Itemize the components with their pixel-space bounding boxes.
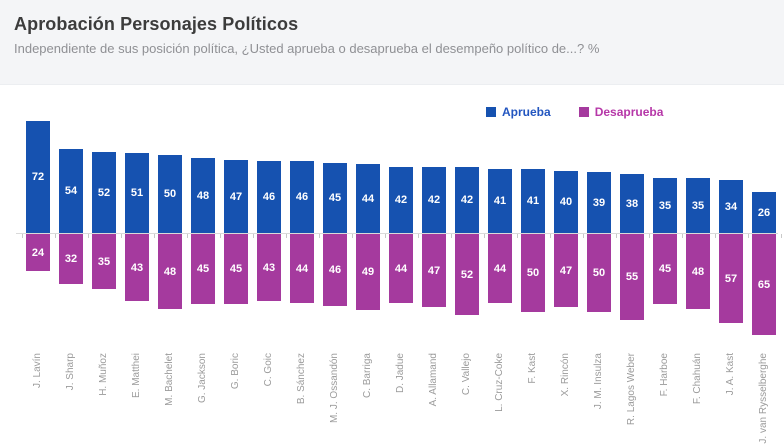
category-axis-label: M. J. Ossandón — [329, 353, 340, 424]
disapprove-bar — [752, 234, 776, 335]
report-header — [0, 0, 784, 85]
approve-bar — [488, 169, 512, 233]
category-axis-label: M. Bachelet — [164, 353, 175, 406]
category-cell — [191, 85, 215, 441]
approve-value-label: 41 — [526, 195, 540, 207]
category-cell — [752, 85, 776, 444]
approve-value-label: 39 — [592, 196, 606, 209]
category-cell — [26, 85, 50, 441]
disapprove-value-label: 46 — [328, 264, 342, 276]
axis-tick — [682, 234, 683, 238]
category-cell — [686, 85, 710, 441]
axis-tick — [55, 234, 56, 238]
axis-tick — [253, 234, 254, 238]
disapprove-bar — [620, 234, 644, 320]
approve-bar — [224, 160, 248, 233]
disapprove-bar — [521, 234, 545, 312]
approve-value-label: 46 — [262, 191, 276, 203]
approve-value-label: 47 — [229, 190, 243, 203]
approve-bar — [455, 167, 479, 233]
disapprove-value-label: 44 — [394, 262, 408, 275]
disapprove-bar — [323, 234, 347, 306]
category-axis-label: F. Kast — [527, 353, 538, 384]
category-axis-label: G. Jackson — [197, 353, 208, 404]
approve-value-label: 54 — [64, 185, 78, 197]
disapprove-bar — [26, 234, 50, 271]
disapprove-bar — [719, 234, 743, 323]
axis-tick — [88, 234, 89, 238]
approve-bar — [422, 167, 446, 233]
category-axis-label: R. Lagos Weber — [626, 353, 637, 426]
disapprove-value-label: 44 — [295, 262, 309, 275]
page-title: Aprobación Personajes Políticos — [14, 14, 299, 34]
disapprove-value-label: 47 — [427, 264, 441, 277]
approve-value-label: 41 — [493, 195, 507, 207]
category-axis-label: E. Matthei — [131, 353, 142, 399]
axis-tick — [154, 234, 155, 238]
category-cell — [554, 85, 578, 441]
axis-tick — [385, 234, 386, 238]
category-cell — [92, 85, 116, 441]
category-cell — [521, 85, 545, 441]
disapprove-bar — [488, 234, 512, 303]
category-cell — [455, 85, 479, 441]
disapprove-value-label: 49 — [361, 266, 375, 278]
disapprove-value-label: 65 — [757, 278, 771, 291]
axis-tick — [319, 234, 320, 238]
disapprove-value-label: 43 — [262, 261, 276, 274]
approve-value-label: 40 — [559, 196, 573, 208]
category-axis-label: G. Boric — [230, 353, 241, 390]
approve-bar — [290, 161, 314, 233]
disapprove-bar — [59, 234, 83, 284]
axis-tick — [517, 234, 518, 238]
axis-tick — [715, 234, 716, 238]
category-cell — [290, 85, 314, 441]
category-cell — [224, 85, 248, 441]
axis-tick — [286, 234, 287, 238]
disapprove-bar — [125, 234, 149, 301]
approve-bar — [356, 164, 380, 233]
category-cell — [620, 85, 644, 441]
category-axis-label: B. Sánchez — [296, 353, 307, 405]
disapprove-bar — [686, 234, 710, 309]
category-cell — [323, 85, 347, 441]
axis-tick — [220, 234, 221, 238]
disapprove-bar — [158, 234, 182, 309]
disapprove-bar — [257, 234, 281, 301]
disapprove-bar — [191, 234, 215, 304]
approve-value-label: 50 — [163, 188, 177, 200]
disapprove-bar — [455, 234, 479, 315]
approve-bar — [92, 152, 116, 233]
approve-bar — [158, 155, 182, 233]
disapprove-value-label: 45 — [196, 263, 210, 275]
disapprove-value-label: 32 — [64, 253, 78, 265]
category-axis-label: J. Sharp — [65, 353, 76, 391]
axis-tick — [781, 234, 782, 238]
approve-value-label: 34 — [724, 200, 738, 213]
category-axis-label: X. Rincón — [560, 353, 571, 397]
category-axis-label: H. Muñoz — [98, 353, 109, 396]
axis-tick — [748, 234, 749, 238]
disapprove-value-label: 57 — [724, 272, 738, 285]
disapprove-value-label: 48 — [691, 265, 705, 278]
approve-value-label: 44 — [361, 192, 375, 205]
disapprove-value-label: 50 — [592, 267, 606, 279]
category-axis-label: F. Chahuán — [692, 353, 703, 405]
category-cell — [356, 85, 380, 441]
legend-label-aprueba: Aprueba — [502, 105, 551, 119]
approve-value-label: 35 — [658, 199, 672, 212]
approve-bar — [125, 153, 149, 233]
axis-tick — [451, 234, 452, 238]
approve-bar — [257, 161, 281, 233]
axis-tick — [121, 234, 122, 238]
disapprove-value-label: 44 — [493, 262, 507, 275]
approve-bar — [323, 163, 347, 233]
disapprove-bar — [422, 234, 446, 307]
approve-bar — [686, 178, 710, 233]
approve-bar — [554, 171, 578, 233]
approve-bar — [389, 167, 413, 233]
disapprove-bar — [554, 234, 578, 307]
disapprove-bar — [389, 234, 413, 303]
category-cell — [257, 85, 281, 441]
category-cell — [422, 85, 446, 441]
category-axis-label: J. M. Insulza — [593, 353, 604, 410]
disapprove-value-label: 35 — [97, 255, 111, 268]
axis-tick — [187, 234, 188, 238]
category-cell — [587, 85, 611, 441]
legend-label-desaprueba: Desaprueba — [594, 105, 664, 119]
category-axis-label: J. Lavín — [32, 353, 43, 389]
category-axis-label: J. A. Kast — [725, 353, 736, 396]
disapprove-bar — [224, 234, 248, 304]
page-subtitle: Independiente de sus posición política, ¿Usted aprueba o desaprueba el desempeño político de...? % — [14, 41, 600, 56]
disapprove-value-label: 52 — [460, 268, 474, 281]
disapprove-value-label: 47 — [559, 264, 573, 277]
disapprove-value-label: 24 — [31, 246, 45, 259]
axis-tick — [550, 234, 551, 238]
disapprove-bar — [92, 234, 116, 289]
approve-value-label: 45 — [328, 192, 342, 204]
category-axis-label: C. Vallejo — [461, 353, 472, 396]
approve-value-label: 38 — [625, 197, 639, 210]
approve-bar — [26, 121, 50, 233]
category-cell — [59, 85, 83, 441]
category-axis-label: C. Goic — [263, 353, 274, 387]
axis-tick — [22, 234, 23, 238]
disapprove-value-label: 45 — [229, 263, 243, 275]
disapprove-value-label: 48 — [163, 265, 177, 278]
disapprove-bar — [587, 234, 611, 312]
chart-area — [0, 85, 784, 444]
category-axis-label: D. Jadue — [395, 353, 406, 394]
category-cell — [125, 85, 149, 441]
approve-bar — [521, 169, 545, 233]
approve-value-label: 42 — [427, 194, 441, 206]
category-cell — [158, 85, 182, 441]
approve-value-label: 52 — [97, 186, 111, 199]
approve-value-label: 48 — [196, 189, 210, 202]
category-axis-label: L. Cruz-Coke — [494, 353, 505, 412]
disapprove-value-label: 50 — [526, 267, 540, 279]
category-axis-label: F. Harboe — [659, 353, 670, 397]
disapprove-value-label: 43 — [130, 261, 144, 274]
category-cell — [719, 85, 743, 441]
approve-value-label: 26 — [757, 206, 771, 219]
category-axis-label: C. Barriga — [362, 353, 373, 399]
approve-value-label: 42 — [460, 194, 474, 206]
approve-bar — [191, 158, 215, 233]
disapprove-value-label: 55 — [625, 271, 639, 283]
approve-bar — [719, 180, 743, 233]
disapprove-bar — [653, 234, 677, 304]
disapprove-bar — [290, 234, 314, 303]
category-axis-label: J. van Rysselberghe — [758, 353, 769, 444]
approve-bar — [752, 192, 776, 233]
axis-tick — [583, 234, 584, 238]
axis-tick — [484, 234, 485, 238]
category-axis-label: A. Allamand — [428, 353, 439, 407]
approve-bar — [587, 172, 611, 233]
axis-tick — [616, 234, 617, 238]
approve-value-label: 42 — [394, 194, 408, 206]
category-cell — [488, 85, 512, 441]
disapprove-bar — [356, 234, 380, 310]
category-cell — [653, 85, 677, 441]
approve-bar — [620, 174, 644, 233]
disapprove-value-label: 45 — [658, 263, 672, 275]
approve-value-label: 35 — [691, 199, 705, 212]
axis-tick — [352, 234, 353, 238]
approve-value-label: 51 — [130, 187, 144, 199]
approve-value-label: 46 — [295, 191, 309, 203]
approve-value-label: 72 — [31, 171, 45, 183]
axis-tick — [418, 234, 419, 238]
approve-bar — [653, 178, 677, 233]
approve-bar — [59, 149, 83, 233]
category-cell — [389, 85, 413, 441]
axis-tick — [649, 234, 650, 238]
